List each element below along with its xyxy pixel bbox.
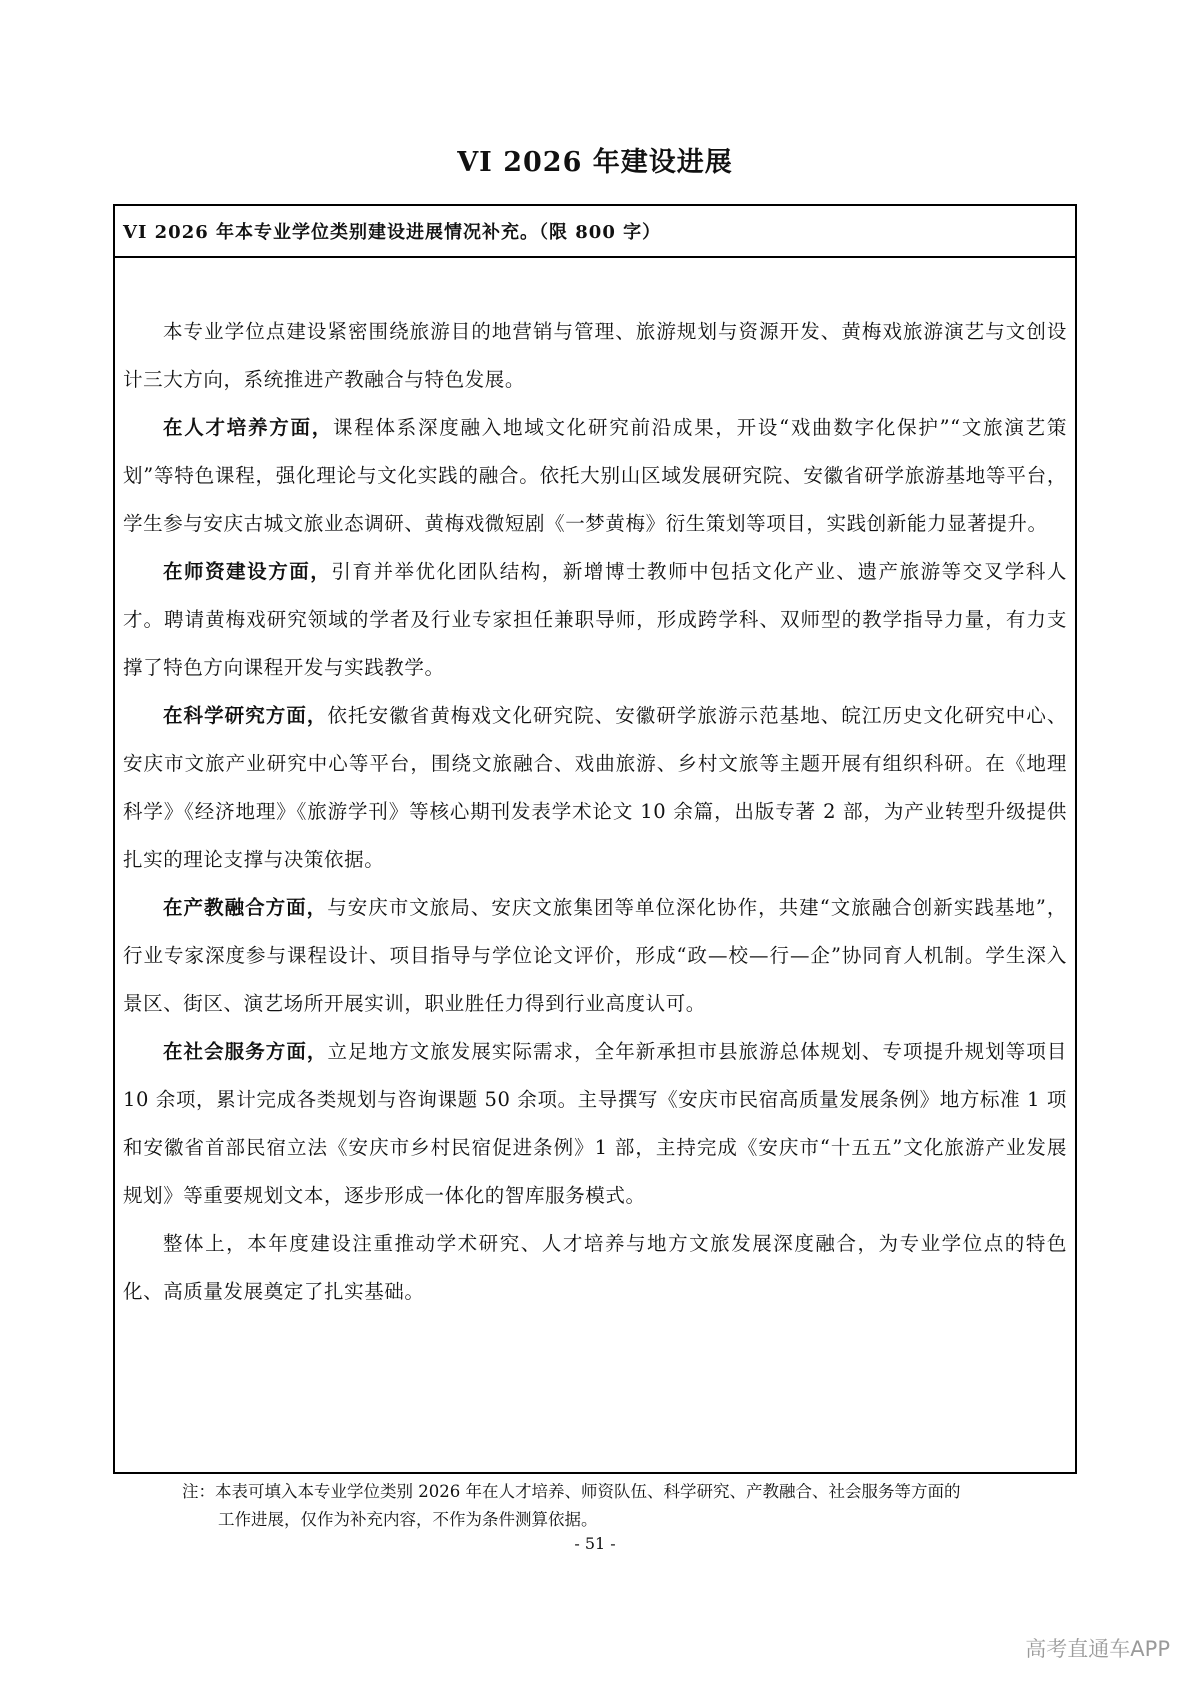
paragraph-text: 与安庆市文旅局、安庆文旅集团等单位深化协作，共建“文旅融合创新实践基地”，行业专家深度参与课程设计、项目指导与学位论文评价，形成“政—校—行—企”协同育人机制。学生深入景区、街区、演艺场所开展实训，职业胜任力得到行业高度认可。 — [123, 896, 1068, 1015]
paragraph-industry-education — [123, 884, 1067, 1028]
table-note — [182, 1478, 1032, 1534]
paragraph-research — [123, 692, 1067, 884]
page-number: - 51 - — [574, 1534, 616, 1553]
paragraph-talent-training — [123, 404, 1067, 548]
section-header: VI 2026 年本专业学位类别建设进展情况补充。（限 800 字） — [115, 206, 1075, 258]
watermark: 高考直通车APP — [1025, 1637, 1170, 1661]
note-line-1: 注：本表可填入本专业学位类别 2026 年在人才培养、师资队伍、科学研究、产教融合、社会服务等方面的 — [182, 1482, 961, 1501]
paragraph-text: 引育并举优化团队结构，新增博士教师中包括文化产业、遗产旅游等交叉学科人才。聘请黄梅戏研究领域的学者及行业专家担任兼职导师，形成跨学科、双师型的教学指导力量，有力支撑了特色方向课程开发与实践教学。 — [123, 560, 1067, 679]
note-line-2: 工作进展，仅作为补充内容，不作为条件测算依据。 — [218, 1510, 598, 1529]
paragraph-social-service — [123, 1028, 1067, 1220]
section-table — [113, 204, 1077, 1474]
paragraph-lead: 在社会服务方面， — [163, 1040, 328, 1063]
paragraph-faculty — [123, 548, 1067, 692]
section-body — [115, 258, 1075, 1316]
paragraph-summary — [123, 1220, 1067, 1316]
paragraph-text: 本专业学位点建设紧密围绕旅游目的地营销与管理、旅游规划与资源开发、黄梅戏旅游演艺与文创设计三大方向，系统推进产教融合与特色发展。 — [123, 320, 1067, 391]
paragraph-text: 立足地方文旅发展实际需求，全年新承担市县旅游总体规划、专项提升规划等项目 10 余项，累计完成各类规划与咨询课题 50 余项。主导撰写《安庆市民宿高质量发展条例》地方标准 1 项和安徽省首部民宿立法《安庆市乡村民宿促进条例》1 部，主持完成《安庆市“十五五”文化旅游产业发展规划》等重要规划文本，逐步形成一体化的智库服务模式。 — [123, 1040, 1067, 1207]
paragraph-text: 整体上，本年度建设注重推动学术研究、人才培养与地方文旅发展深度融合，为专业学位点的特色化、高质量发展奠定了扎实基础。 — [123, 1232, 1067, 1303]
paragraph-intro — [123, 308, 1067, 404]
paragraph-lead: 在师资建设方面， — [163, 560, 332, 583]
paragraph-lead: 在人才培养方面， — [163, 416, 333, 439]
page-title: VI 2026 年建设进展 — [457, 147, 733, 178]
paragraph-text: 课程体系深度融入地域文化研究前沿成果，开设“戏曲数字化保护”“文旅演艺策划”等特色课程，强化理论与文化实践的融合。依托大别山区域发展研究院、安徽省研学旅游基地等平台，学生参与安庆古城文旅业态调研、黄梅戏微短剧《一梦黄梅》衍生策划等项目，实践创新能力显著提升。 — [123, 416, 1067, 535]
paragraph-text: 依托安徽省黄梅戏文化研究院、安徽研学旅游示范基地、皖江历史文化研究中心、安庆市文旅产业研究中心等平台，围绕文旅融合、戏曲旅游、乡村文旅等主题开展有组织科研。在《地理科学》《经济地理》《旅游学刊》等核心期刊发表学术论文 10 余篇，出版专著 2 部，为产业转型升级提供扎实的理论支撑与决策依据。 — [123, 704, 1067, 871]
paragraph-lead: 在产教融合方面， — [163, 896, 328, 919]
paragraph-lead: 在科学研究方面， — [163, 704, 328, 727]
